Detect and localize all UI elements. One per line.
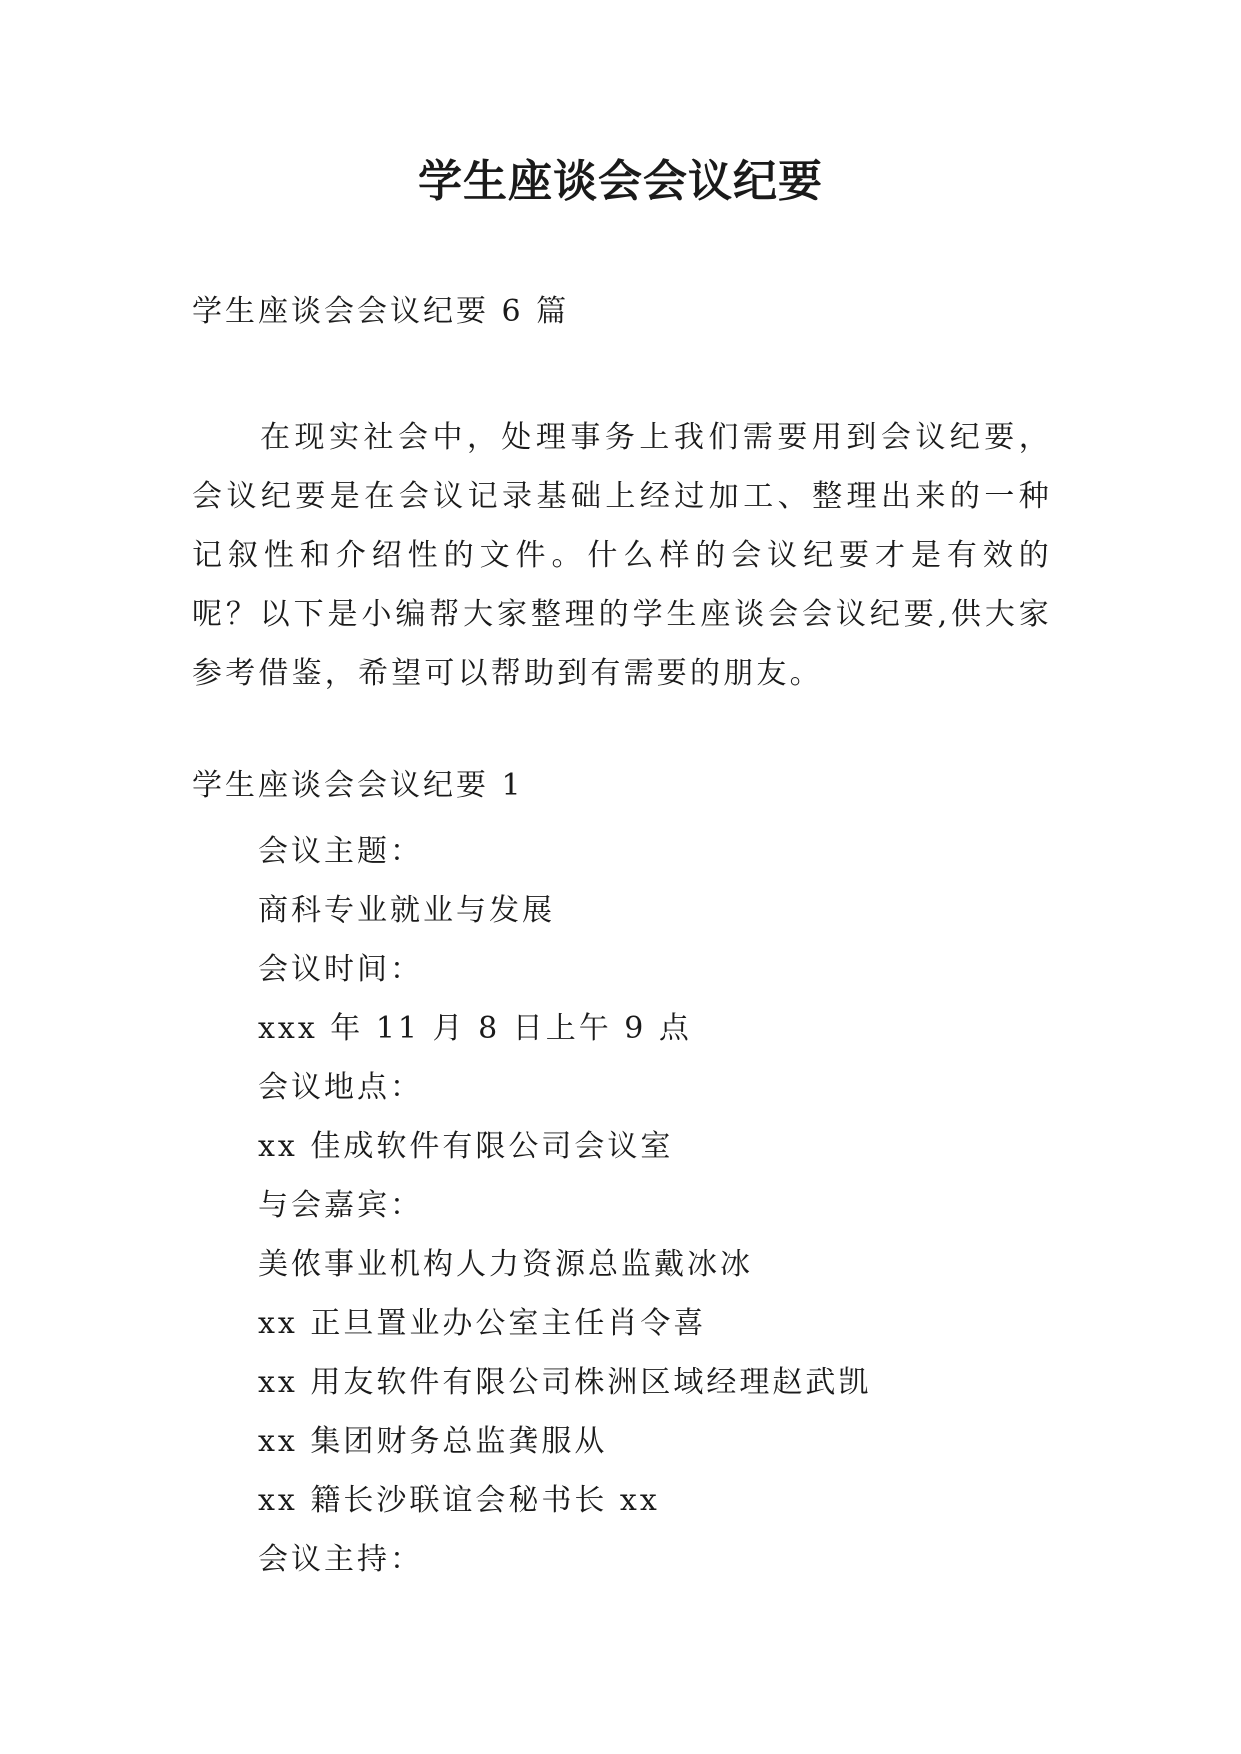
detail-line-time-label: 会议时间： (258, 952, 423, 987)
meeting-details-list (258, 822, 871, 1589)
section-heading: 学生座谈会会议纪要 1 (192, 768, 524, 803)
detail-line-guest: 美侬事业机构人力资源总监戴冰冰 (258, 1247, 753, 1282)
intro-paragraph: 在现实社会中，处理事务上我们需要用到会议纪要，会议纪要是在会议记录基础上经过加工、整理出来的一种记叙性和介绍性的文件。什么样的会议纪要才是有效的呢？以下是小编帮大家整理的学生座谈会会议纪要,供大家参考借鉴，希望可以帮助到有需要的朋友。 (192, 420, 1052, 691)
detail-line-guest: xx 集团财务总监龚服从 (258, 1424, 608, 1459)
document-title: 学生座谈会会议纪要 (418, 156, 823, 207)
detail-line-topic-label: 会议主题： (258, 834, 423, 869)
detail-line-guests-label: 与会嘉宾： (258, 1188, 423, 1223)
detail-line-location-label: 会议地点： (258, 1070, 423, 1105)
document-subtitle: 学生座谈会会议纪要 6 篇 (192, 294, 570, 329)
detail-line-guest: xx 正旦置业办公室主任肖令喜 (258, 1306, 707, 1341)
detail-line-topic-value: 商科专业就业与发展 (258, 893, 555, 928)
detail-line-time-value: xxx 年 11 月 8 日上午 9 点 (258, 1011, 692, 1046)
detail-line-location-value: xx 佳成软件有限公司会议室 (258, 1129, 674, 1164)
detail-line-host-label: 会议主持： (258, 1542, 423, 1577)
detail-line-guest: xx 籍长沙联谊会秘书长 xx (258, 1483, 660, 1518)
detail-line-guest: xx 用友软件有限公司株洲区域经理赵武凯 (258, 1365, 872, 1400)
